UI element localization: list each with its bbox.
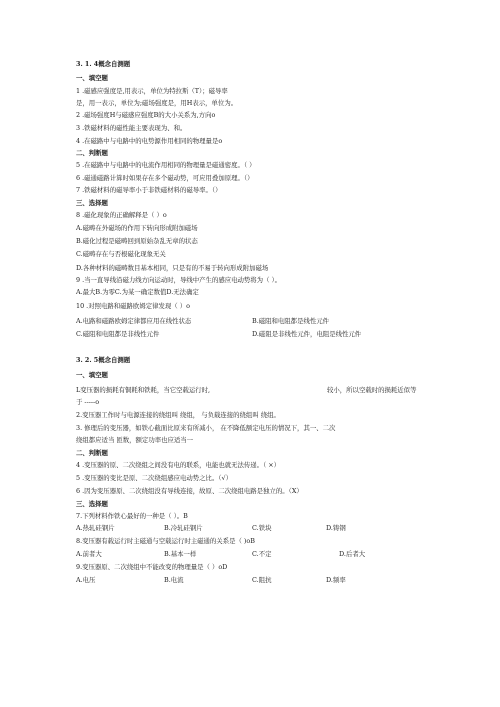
question-10-option-c: C.磁阻和电阻都是非线性元件 — [76, 330, 160, 338]
heading-fill-blank-2: 一、填空题 — [76, 371, 108, 379]
section-title-3-1-4: 3. 1. 4概念自测题 — [76, 60, 131, 68]
s2-question-3-line-a: 3. 修理后的变压器，如铁心截面比原来有所减小， 在不降低额定电压的情况下，其一、二次 — [76, 424, 336, 432]
s2-question-2: 2.变压器工作时与电源连接的绕组叫 绕组， 与负载连接的绕组叫 绕组。 — [76, 411, 280, 419]
s2-question-7: 7.下列材料作铁心最好的一种是（ ）。B — [76, 512, 188, 520]
s2-question-7-option-c: C.铁块 — [252, 524, 272, 532]
s2-question-8-option-c: C.不定 — [252, 550, 272, 558]
question-5: 5 .在磁路中与电路中的电流作用相同的物理量是磁通密度。（ ） — [76, 161, 256, 169]
s2-question-1-line-a: L变压器的损耗有铜耗和铁耗，当它空载运行时, — [76, 386, 211, 394]
question-10: 10 .对照电路和磁路欧姆定律发现（ ）o — [76, 302, 190, 310]
question-1-line-b: 是，用一表示，单位为;磁场强度是，用H表示，单位为。 — [76, 99, 238, 107]
heading-judge: 二、判断题 — [76, 149, 108, 157]
s2-question-9-option-c: C.阻抗 — [252, 576, 272, 584]
s2-question-6: 6 .因为变压器原、二次绕组没有导线连接，故原、二次绕组电路是独立的。（X） — [76, 487, 303, 495]
s2-question-3-line-b: 绕组都应适当 匝数，额定功率也应适当一 — [76, 436, 194, 444]
question-10-option-b: B.磁阻和电阻都是线性元件 — [252, 317, 330, 325]
s2-question-8-option-d: D.后者大 — [339, 550, 366, 558]
s2-question-8-option-a: A.前者大 — [76, 550, 102, 558]
s2-question-9-option-b: B.电流 — [164, 576, 184, 584]
question-6: 6 .磁通磁路计算时如果存在多个磁动势，可应用叠加原理。（） — [76, 174, 254, 182]
question-8-option-c: C.磁畴存在与否根磁化现象无关 — [76, 250, 166, 258]
question-8: 8 .磁化现象的正确解释是（ ）o — [76, 211, 167, 219]
s2-question-1-line-a-right: 较小，所以空载时的损耗近似等 — [327, 386, 417, 394]
heading-choice-2: 三、选择题 — [76, 500, 108, 508]
question-9: 9 .当一直导线沿磁力线方向运动时，导线中产生的感应电动势将为（ ）。 — [76, 276, 282, 284]
s2-question-9: 9.变压器原、二次绕组中不能改变的物理量是（ ）oD — [76, 563, 228, 571]
s2-question-7-option-b: B.冷轧硅钢片 — [164, 524, 203, 532]
s2-question-8-option-b: B.基本一样 — [164, 550, 197, 558]
question-8-option-d: D.各种材料的磁畴数目基本相同，只是有的不易于转向形成附加磁场 — [76, 264, 269, 272]
question-1-line-a: 1 .磁感应强度是,用表示，单位为特拉斯（T）；磁导率 — [76, 87, 228, 95]
question-3: 3 .铁磁材料的磁性能主要表现为、和。 — [76, 124, 187, 132]
s2-question-9-option-d: D.频率 — [326, 576, 346, 584]
heading-choice: 三、选择题 — [76, 199, 108, 207]
question-7: 7 .铁磁材料的磁导率小于非铁磁材料的磁导率。（） — [76, 186, 222, 194]
s2-question-1-line-b: 于 -----o — [76, 398, 100, 406]
section-title-3-2-5: 3. 2. 5概念自测题 — [76, 356, 131, 364]
s2-question-8: 8.变压器有载运行时主磁通与空载运行时主磁通的关系是（ )oB — [76, 537, 255, 545]
s2-question-9-option-a: A.电压 — [76, 576, 96, 584]
question-2: 2 .磁场强度H与磁感应强度B的大小关系为,方向o — [76, 111, 216, 119]
question-9-options: A.最大B.为零C.为某一确定数值D.无法确定 — [76, 288, 199, 296]
s2-question-7-option-d: D.铸钢 — [326, 524, 346, 532]
question-8-option-a: A.磁畴在外磁场的作用下转向形成附加磁场 — [76, 224, 198, 232]
question-8-option-b: B.磁化过程是磁畴回到原始杂乱无章的状态 — [76, 237, 198, 245]
question-10-option-d: D.磁阻是非线性元件，电阻是线性元件 — [252, 330, 362, 338]
heading-judge-2: 二、判断题 — [76, 449, 108, 457]
heading-fill-blank: 一、填空题 — [76, 74, 108, 82]
s2-question-4: 4 .变压器的原、二次绕组之间没有电的联系，电能也就无法传递。（ ×） — [76, 461, 281, 469]
s2-question-5: 5 .变压器的变比是原、二次绕组感应电动势之比。（√） — [76, 474, 232, 482]
question-10-option-a: A.电路和磁路欧姆定律都应用在线性状态 — [76, 317, 192, 325]
s2-question-7-option-a: A.热轧硅钢片 — [76, 524, 115, 532]
question-4: 4 .在磁路中与电路中的电势源作用相同的物理量是o — [76, 137, 223, 145]
